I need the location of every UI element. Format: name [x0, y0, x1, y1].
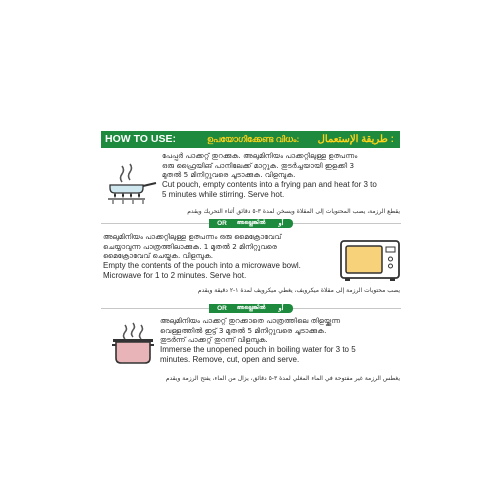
or-label-english: OR: [209, 219, 235, 228]
microwave-icon: [340, 240, 400, 286]
header-malayalam: ഉപയോഗിക്കേണ്ട വിധം:: [207, 134, 300, 144]
method1-ml-line3: മുതൽ 5 മിനിറ്റുവരെ ചൂടാക്കുക. വിളമ്പുക.: [162, 170, 296, 180]
header-arabic: طريقة الإستعمال :: [317, 134, 394, 145]
or-divider: [101, 304, 401, 313]
method3-arabic: يغطس الرزمة غير مفتوحة في الماء المغلي لمدة ٣-٥ دقائق، يزال من الماء، يفتح الرزمة ويقدم: [165, 375, 400, 382]
or-label-malayalam: അല്ലെങ്കിൽ: [231, 304, 271, 313]
frying-pan-icon: [103, 162, 158, 211]
method2-en-line2: Microwave for 1 to 2 minutes. Serve hot.: [103, 271, 247, 281]
method3-en-line1: Immerse the unopened pouch in boiling water for 3 to 5: [160, 344, 356, 354]
or-divider: [101, 219, 401, 228]
method1-ml-line2: ഒരു ഫ്രൈയിങ് പാനിലേക്ക് മാറ്റുക. തുടർച്ചയായി ഇളക്കി 3: [162, 160, 355, 170]
method3-en-line2: minutes. Remove, cut, open and serve.: [160, 355, 300, 365]
method2-en-line1: Empty the contents of the pouch into a microwave bowl.: [103, 260, 301, 270]
method3-text: [160, 316, 400, 366]
method2-ml-line3: മൈക്രോവേവ് ചെയ്യുക. വിളമ്പുക.: [103, 251, 214, 261]
method2-text: [103, 232, 343, 282]
method1-ml-line1: പേപ്പർ പാക്കറ്റ് തുറക്കുക. അലുമിനിയം പാക്കറ്റിലുള്ള ഉത്പന്നം: [162, 151, 358, 160]
method2-ml-line1: അലുമിനിയം പാക്കറ്റിലുള്ള ഉത്പന്നം ഒരു മൈക്രോവേവ്: [103, 232, 282, 241]
or-label-arabic: أو: [269, 304, 293, 313]
boiling-pot-icon: [110, 322, 156, 370]
method3-ml-line3: തുടർന്ന് പാക്കറ്റ് തുറന്ന് വിളമ്പുക.: [160, 335, 268, 345]
method1-text: [162, 151, 400, 201]
method3-ml-line2: വെള്ളത്തിൽ ഇട്ട് 3 മുതൽ 5 മിനിറ്റുവരെ ചൂടാക്കുക.: [160, 325, 327, 335]
or-label-english: OR: [209, 304, 235, 313]
method3-ml-line1: അലുമിനിയം പാക്കറ്റ് തുറക്കാതെ പാത്രത്തിലെ തിളയ്ക്കുന്ന: [160, 316, 341, 325]
method1-en-line2: 5 minutes while stirring. Serve hot.: [162, 190, 285, 200]
method1-en-line1: Cut pouch, empty contents into a frying pan and heat for 3 to: [162, 179, 377, 189]
or-label-arabic: أو: [269, 219, 293, 228]
method2-ml-line2: ചെയ്യാവുന്ന പാത്രത്തിലാക്കുക. 1 മുതൽ 2 മിനിറ്റുവരെ: [103, 241, 277, 251]
method1-arabic: يقطع الرزمة، يصب المحتويات إلى المقلاة ويسخن لمدة ٣-٥ دقائق أثناء التحريك ويقدم: [187, 208, 400, 215]
header-english: HOW TO USE:: [105, 133, 176, 145]
method2-arabic: يصب محتويات الرزمة إلى مقلاة ميكرويف، يغطي ميكرويف لمدة ١-٢ دقيقة ويقدم: [197, 287, 400, 294]
how-to-use-header: [101, 131, 400, 148]
or-label-malayalam: അല്ലെങ്കിൽ: [231, 219, 271, 228]
